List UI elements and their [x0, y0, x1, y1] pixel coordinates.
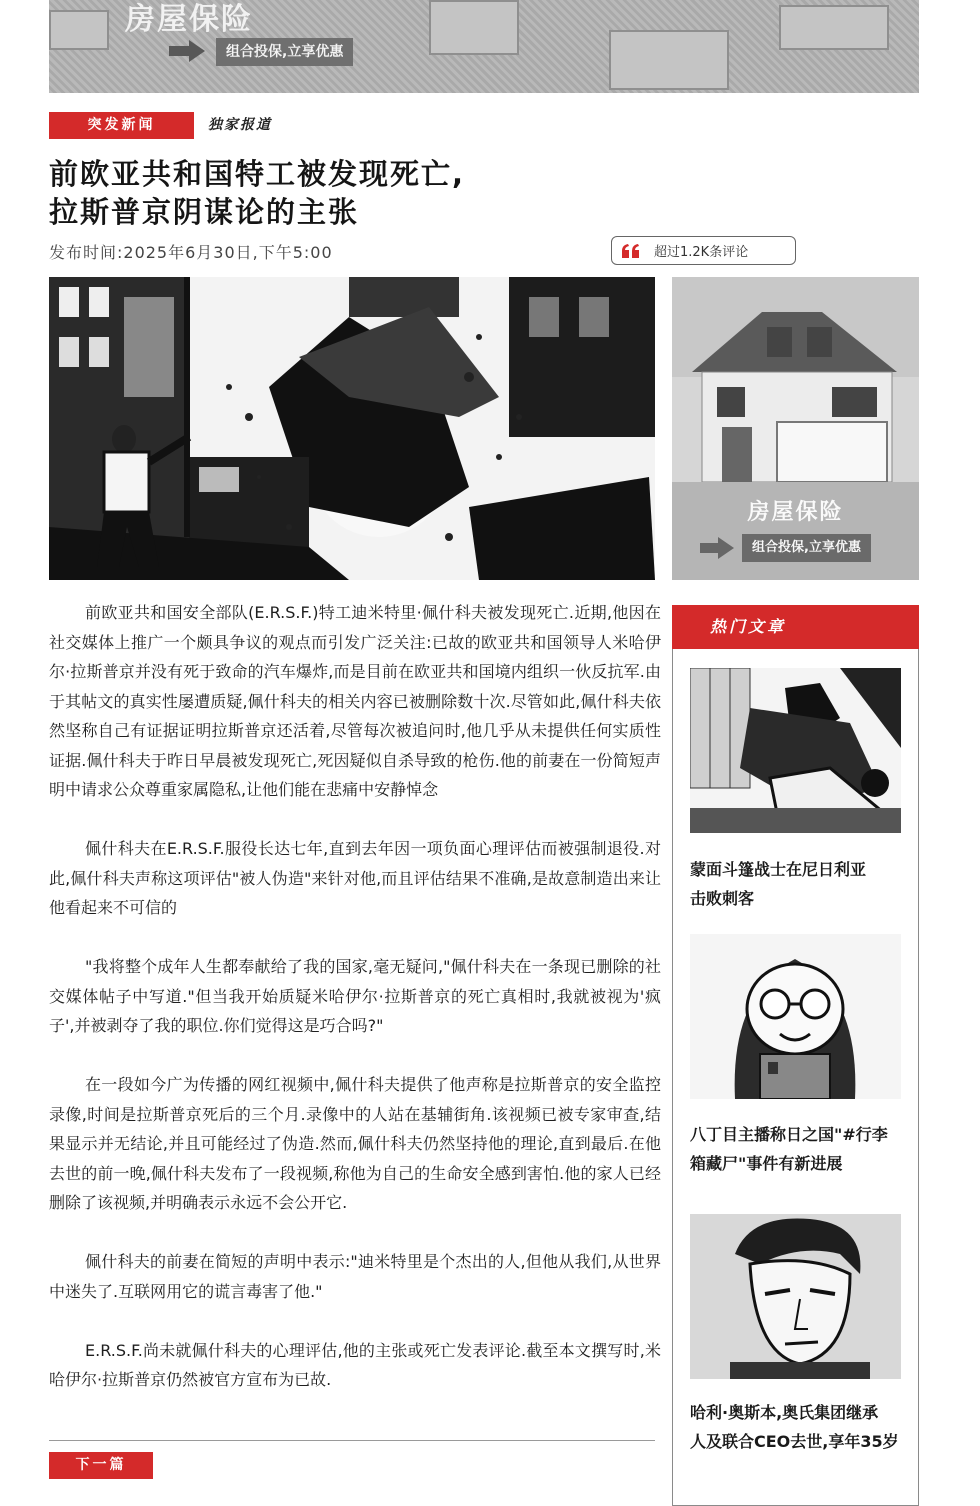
trending-image-osborn[interactable] — [690, 1214, 901, 1379]
trending-title-2[interactable] — [690, 1120, 912, 1178]
trending-title-3[interactable] — [690, 1398, 912, 1456]
exclusive-report-label: 独家报道 — [208, 117, 272, 133]
streamer-illustration — [690, 934, 901, 1099]
quote-icon — [622, 244, 640, 258]
top-banner-ad[interactable] — [49, 0, 919, 93]
side-banner-ad[interactable] — [672, 277, 919, 580]
trending-title-3-line-1: 哈利·奥斯本,奥氏集团继承 — [690, 1403, 879, 1422]
breaking-news-tag: 突发新闻 — [49, 112, 194, 139]
caped-fighter-illustration — [690, 668, 901, 833]
trending-image-streamer[interactable] — [690, 934, 901, 1099]
hero-illustration — [49, 277, 655, 580]
article-paragraph: 前欧亚共和国安全部队(E.R.S.F.)特工迪米特里·佩什科夫被发现死亡.近期,他因在社交媒体上推广一个颇具争议的观点而引发广泛关注:已故的欧亚共和国领导人米哈伊尔·拉斯普京并没有死于致命的汽车爆炸,而是目前在欧亚共和国境内组织一伙反抗军.由于其帖文的真实性屡遭质疑,佩什科夫的相关内容已被删除数十次.尽管如此,佩什科夫依然坚称自己有证据证明拉斯普京还活着,尽管每次被追问时,他几乎从未提供任何实质性证据.佩什科夫于昨日早晨被发现死亡,死因疑似自杀导致的枪伤.他的前妻在一份简短声明中请求公众尊重家属隐私,让他们能在悲痛中安静悼念 — [49, 603, 661, 799]
arrow-right-icon — [169, 40, 205, 62]
article-paragraph: 佩什科夫的前妻在简短的声明中表示:"迪米特里是个杰出的人,但他从我们,从世界中迷失了.互联网用它的谎言毒害了他." — [49, 1252, 661, 1301]
banner-texture — [429, 0, 519, 55]
banner-cta-button[interactable]: 组合投保,立享优惠 — [216, 38, 353, 66]
article-divider — [49, 1440, 655, 1441]
comments-button[interactable] — [611, 236, 796, 265]
side-ad-cta-button[interactable]: 组合投保,立享优惠 — [742, 534, 871, 562]
banner-title: 房屋保险 — [125, 2, 253, 37]
trending-title-1-line-2: 击败刺客 — [690, 889, 755, 908]
portrait-illustration — [690, 1214, 901, 1379]
headline-line-1: 前欧亚共和国特工被发现死亡, — [49, 157, 466, 191]
article-paragraph: "我将整个成年人生都奉献给了我的国家,毫无疑问,"佩什科夫在一条现已删除的社交媒体帖子中写道."但当我开始质疑米哈伊尔·拉斯普京的死亡真相时,我就被视为'疯子',并被剥夺了我的职位.你们觉得这是巧合吗?" — [49, 957, 661, 1035]
trending-title-1-line-1: 蒙面斗篷战士在尼日利亚 — [690, 860, 867, 879]
article-paragraph: 在一段如今广为传播的网红视频中,佩什科夫提供了他声称是拉斯普京的安全监控录像,时间是拉斯普京死后的三个月.录像中的人站在基辅街角.该视频已被专家审查,结果显示并无结论,并且可能经过了伪造.然而,佩什科夫仍然坚持他的理论,直到最后.在他去世的前一晚,佩什科夫发布了一段视频,称他为自己的生命安全感到害怕.他的家人已经删除了该视频,并明确表示永远不会公开它. — [49, 1075, 661, 1212]
banner-texture — [779, 5, 889, 50]
trending-image-caped-fighter[interactable] — [690, 668, 901, 833]
trending-title-3-line-2: 人及联合CEO去世,享年35岁 — [690, 1432, 899, 1451]
publish-time: 发布时间:2025年6月30日,下午5:00 — [49, 243, 333, 262]
banner-texture — [609, 30, 729, 90]
arrow-right-icon — [700, 537, 734, 559]
hero-image-car-explosion — [49, 277, 655, 580]
banner-texture — [49, 10, 109, 50]
trending-title-2-line-1: 八丁目主播称日之国"#行李 — [690, 1125, 888, 1144]
article-body — [49, 598, 661, 1424]
comment-count: 超过1.2K条评论 — [654, 245, 749, 260]
trending-title-1[interactable] — [690, 855, 912, 913]
trending-title-2-line-2: 箱藏尸"事件有新进展 — [690, 1154, 843, 1173]
article-paragraph: 佩什科夫在E.R.S.F.服役长达七年,直到去年因一项负面心理评估而被强制退役.对此,佩什科夫声称这项评估"被人伪造"来针对他,而且评估结果不准确,是故意制造出来让他看起来不可信的 — [49, 839, 661, 917]
next-article-button[interactable]: 下一篇 — [49, 1452, 153, 1479]
trending-heading: 热门文章 — [672, 605, 919, 649]
article-paragraph: E.R.S.F.尚未就佩什科夫的心理评估,他的主张或死亡发表评论.截至本文撰写时,米哈伊尔·拉斯普京仍然被官方宣布为已故. — [49, 1340, 661, 1389]
headline-line-2: 拉斯普京阴谋论的主张 — [49, 195, 360, 229]
side-ad-title: 房屋保险 — [747, 500, 844, 525]
article-headline — [49, 155, 669, 231]
